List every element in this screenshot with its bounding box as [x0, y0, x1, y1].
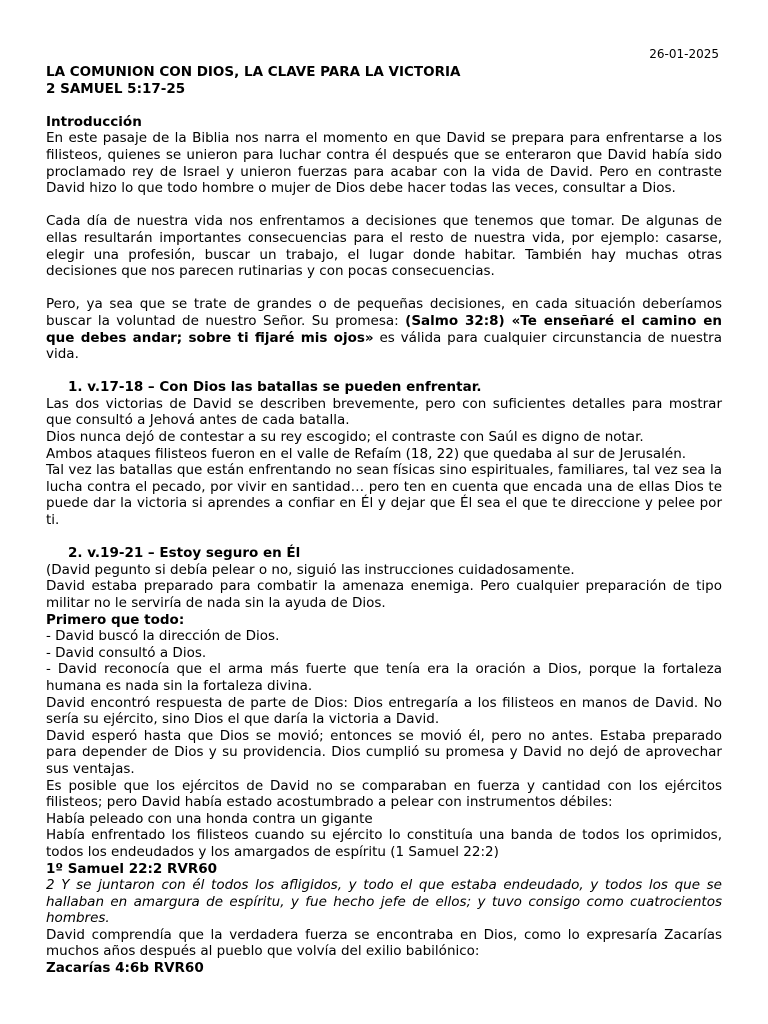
scripture-ref-zacarias: Zacarías 4:6b RVR60 — [46, 960, 204, 977]
intro-p3-text: Pero, ya sea que se trate de grandes o de pequeñas decisiones, en cada situación deberíamos buscar la voluntad de nuestro Señor. Su promesa: — [46, 296, 722, 329]
intro-paragraph-2: Cada día de nuestra vida nos enfrentamos a decisiones que tenemos que tomar. De algunas de ellas resultarán importantes consecuencias para el resto de nuestra vida, por ejemplo: casarse, elegir una profesión, buscar un trabajo, el lugar donde habitar. También hay muchas otras decisiones que nos parecen rutinarias y con pocas consecuencias. — [46, 213, 722, 280]
section-2-line: Es posible que los ejércitos de David no se comparaban en fuerza y cantidad con los ejércitos filisteos; pero David había estado acostumbrado a pelear con instrumentos débiles: — [46, 777, 722, 811]
section-2-line: - David buscó la dirección de Dios. — [46, 628, 280, 645]
section-1-line: Dios nunca dejó de contestar a su rey escogido; el contraste con Saúl es digno de notar. — [46, 429, 644, 446]
section-2-line: David estaba preparado para combatir la amenaza enemiga. Pero cualquier preparación de tipo militar no le serviría de nada sin la ayuda de Dios. — [46, 578, 722, 611]
section-2-line: David esperó hasta que Dios se movió; entonces se movió él, pero no antes. Estaba preparado para depender de Dios y su providencia. Dios cumplió su promesa y David no dejó de aprovechar sus ventajas. — [46, 727, 722, 777]
first-of-all-heading: Primero que todo: — [46, 611, 185, 628]
section-1-line: Las dos victorias de David se describen brevemente, pero con suficientes detalles para mostrar que consultó a Jehová antes de cada batalla. — [46, 395, 722, 429]
section-2-line: David comprendía que la verdadera fuerza se encontraba en Dios, como lo expresaría Zacarías muchos años después al pueblo que volvía del exilio babilónico: — [46, 926, 722, 960]
psalm-quote: (Salmo 32:8) «Te enseñaré el camino en que debes andar; sobre ti fijaré mis ojos» — [46, 312, 723, 346]
scripture-ref-samuel: 1º Samuel 22:2 RVR60 — [46, 860, 218, 877]
intro-paragraph-1: En este pasaje de la Biblia nos narra el momento en que David se prepara para enfrentarse a los filisteos, quienes se unieron para luchar contra él después que se enteraron que David había sido proclamado rey de Israel y unieron fuerzas para acabar con la vida de David. Pero en contraste David hizo lo que todo hombre o mujer de Dios debe hacer todas las veces, consultar a Dios. — [46, 130, 722, 197]
section-2-line: - David reconocía que el arma más fuerte que tenía era la oración a Dios, porque la fortaleza humana es nada sin la fortaleza divina. — [46, 661, 722, 694]
scripture-reference: 2 SAMUEL 5:17-25 — [46, 80, 186, 97]
scripture-quote-samuel: 2 Y se juntaron con él todos los afligidos, y todo el que estaba endeudado, y todos los que se hallaban en amargura de espíritu, y fue hecho jefe de ellos; y tuvo consigo como cuatrocientos hombres. — [46, 877, 722, 927]
document-title: LA COMUNION CON DIOS, LA CLAVE PARA LA VICTORIA — [46, 64, 461, 80]
section-2-line: Había peleado con una honda contra un gigante — [46, 810, 373, 827]
section-2-line: Había enfrentado los filisteos cuando su ejército lo constituía una banda de todos los oprimidos, todos los endeudados y los amargados de espíritu (1 Samuel 22:2) — [46, 827, 722, 860]
section-1-line: Ambos ataques filisteos fueron en el valle de Refaím (18, 22) que quedaba al sur de Jerusalén. — [46, 445, 687, 462]
intro-p3-ending: es válida para cualquier circunstancia de nuestra vida. — [46, 329, 722, 363]
section-2-heading: 2. v.19-21 – Estoy seguro en Él — [68, 545, 301, 562]
section-2-line: - David consultó a Dios. — [46, 644, 207, 661]
section-1-line: Tal vez las batallas que están enfrentando no sean físicas sino espirituales, familiares, tal vez sea la lucha contra el pecado, por vivir en santidad… pero ten en cuenta que encada una de ellas Dios te puede dar la victoria si aprendes a confiar en Él y dejar que Él sea el que te direccione y pelee por ti. — [46, 462, 722, 529]
section-2-line: (David pegunto si debía pelear o no, siguió las instrucciones cuidadosamente. — [46, 561, 575, 578]
document-date: 26-01-2025 — [649, 47, 719, 61]
section-1-heading: 1. v.17-18 – Con Dios las batallas se pueden enfrentar. — [68, 379, 482, 396]
section-2-line: David encontró respuesta de parte de Dios: Dios entregaría a los filisteos en manos de David. No sería su ejército, sino Dios el que daría la victoria a David. — [46, 694, 722, 728]
intro-heading: Introducción — [46, 113, 142, 130]
intro-paragraph-3 — [46, 296, 722, 362]
